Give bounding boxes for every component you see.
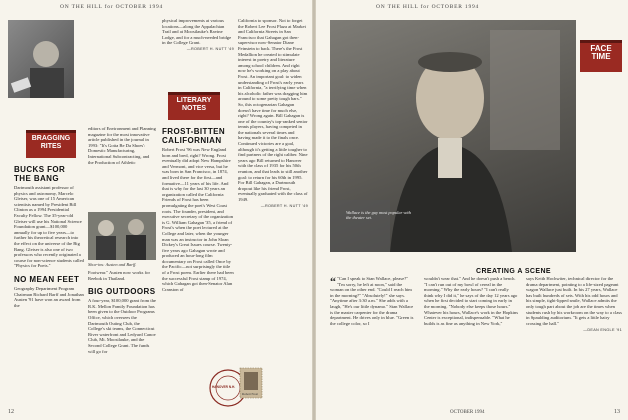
running-header-left: ON THE HILL for OCTOBER 1994 — [60, 4, 164, 10]
column-4 — [238, 18, 308, 348]
kicker-frost-bitten: FROST-BITTEN CALIFORNIAN — [162, 127, 226, 145]
right-column-2 — [424, 276, 518, 404]
column-2-bottom — [88, 270, 156, 410]
column-2-top — [88, 126, 156, 210]
bragging-rites-label-1: BRAGGING — [31, 135, 71, 142]
face-time-label-2: TIME — [591, 51, 611, 61]
wallace-photo-caption: Wallace is the guy most popular with the theater set. — [346, 210, 411, 220]
gleiser-photo — [8, 20, 74, 98]
col3-top-text: physical improvements at various locations—along the Appalachian Trail and at Moosilauke's Ravine Lodge, and for a much-needed bridge in the College Grant. — [162, 18, 232, 46]
column-3-bottom — [162, 124, 234, 374]
gleiser-photo-image — [8, 20, 74, 98]
bragging-rites-label-2: RITES — [40, 142, 62, 150]
right-col1-text — [330, 276, 416, 326]
postmark-text: HANOVER N.H. — [212, 385, 236, 389]
col2-footwear-text: Footwear." Austen now works for Reebok in Thailand. — [88, 270, 150, 281]
kicker-creating-a-scene: CREATING A SCENE — [476, 268, 551, 275]
right-page — [316, 0, 628, 420]
col3-signature: —ROBERT H. NUTT '49 — [186, 47, 234, 52]
right-col1-body: "Can I speak to Stan Wallace, please?" "I'm sorry, he left at noon," said the woman on the other end. "Could I reach him in the morning?" "Absolutely!" she says. "Anytime after 3:30 a.m." She adds with a laugh, "He's our little dynamo." Stan Wallace is the master carpenter for the drama department. He drives only in blue. "Green is the college color, so I — [330, 276, 414, 326]
right-col3-text: says Keith Hochwiter, technical director for the drama department, pointing to a life-sized pageant wagon Wallace just built. In his 27 years, Wallace has built hundreds of sets. With his odd hours and his simple, tight-lipped smile, Wallace admits the only tough part about the job are the times when students rush by his workroom on the way to a class in Spaulding auditorium. "It gets a little hairy crossing the hall." — [526, 276, 622, 326]
kicker-no-mean-feet: NO MEAN FEET — [14, 274, 80, 284]
running-header-right: ON THE HILL for OCTOBER 1994 — [376, 4, 480, 10]
dropcap-quote-icon: “ — [330, 276, 336, 288]
left-page — [0, 0, 312, 420]
right-signature: —DEAN ENGLE '91 — [583, 327, 622, 332]
face-time-label-1: FACE — [590, 44, 612, 53]
right-column-3 — [526, 276, 622, 404]
austen-barff-photo — [88, 212, 156, 260]
kicker-big-outdoors: BIG OUTDOORS — [88, 287, 156, 297]
face-time-box — [580, 40, 622, 72]
literary-notes-label-2: NOTES — [181, 104, 207, 112]
literary-notes-label-1: LITERARY — [176, 97, 212, 104]
right-col2-text: wouldn't wear that." And he doesn't push a bench. "I can't run out of my bowl of cereal in the morning." Why the early hours? "I can't really think why I did it," he says of the day 12 years ago when he first decided to start coming in early in the morning. "Nobody else keeps those hours." Whatever his hours, Wallace's work in the Hopkins Center is exceptional, indispensable. "What he builds is as fine as anything in New York," — [424, 276, 518, 326]
austen-barff-caption: Shoe-ins: Austen and Barff. — [88, 262, 137, 267]
frost-body: Robert Frost '96 was New England born and bred, right? Wrong. Frost eventually did adopt New Hampshire and Vermont, and vice versa, but he was born in San Francisco, in 1874, and lived there for the first—and formative—11 years of his life. And that is why for the last 30 years an organization called the California Friends of Frost has been promulgating the poet's West Coast roots. The founder, president, and executive secretary of the organization is G. William Gahagan '35, a friend of Frost's when the poet lectured at the College and later, when the younger man was an instructor in John Sloan Dickey's Great Issues course. Twenty-five years ago Gahagan wrote and produced an hour-long film documentary on Frost called Once by the Pacific—not surprisingly the title of a Frost poem. Earlier there had been the successful Frost stamp of 1974, which Gahagan got then-Senator Alan Cranston of — [162, 147, 234, 292]
no-mean-feet-body: Geography Department Program Chairman Richard Barff and Jonathan Austen '91 have won an award from the — [14, 285, 84, 308]
col4-signature: —ROBERT H. NUTT '49 — [260, 204, 308, 209]
column-3-top — [162, 18, 234, 90]
austen-barff-photo-image — [88, 212, 156, 260]
kicker-bucks-for-the-bang: BUCKS FOR THE BANG — [14, 165, 66, 183]
wallace-photo — [330, 20, 576, 252]
bragging-rites-box — [26, 130, 76, 158]
literary-notes-box — [168, 92, 220, 120]
bucks-body: Dartmouth assistant professor of physics and astronomy, Marcelo Gleiser, was one of 15 American scientists named by President Bill Clinton as a 1994 Presidential Faculty Fellow. The 35-year-old Gleiser will use his National Science Foundation grant—$100,000 annually for up to five years—to further his theoretical research into the effect on the universe of the Big Bang. Gleiser is also one of two professors who recently originated a course for non-science students called "Physics for Poets." — [14, 185, 84, 269]
frost-stamp — [206, 362, 266, 410]
page-number-left: 12 — [8, 409, 14, 415]
right-column-1 — [330, 276, 416, 404]
stamp-name: Robert Frost — [242, 392, 259, 396]
page-number-right: 13 — [614, 409, 620, 415]
column-1 — [14, 162, 84, 412]
big-outdoors-body: A four-year, $100,000 grant from the R.K. Mellon Family Foundation has been given to the Outdoor Programs Office, which oversees the Dartmouth Outing Club, the College's ski teams, the Connecticut River waterfront and Ledyard Canoe Club, Mt. Moosilauke, and the Second College Grant. The funds will go for — [88, 298, 156, 354]
folio-date: OCTOBER 1994 — [450, 410, 485, 415]
col2-top-text: editors of Environment and Planning magazine for the most innovative article published in the journal in 1993: "It's Gotta Be Da Shoes': Domestic Manufacturing, International Subcontracting, and the Production of Athletic — [88, 126, 156, 165]
col4-text: California to sponsor. Not to forget the Robert Lee Frost Plaza at Market and California Streets in San Francisco that Gahagan got then-supervisor now-Senator Diane Feinstein to back. There's the Frost Medallion he created to stimulate interest in poetry and literature among school children. And right now he's working on a play about Frost. An important goal: to widen understanding of Frost's early years in California, "a terrifying time when his alcoholic father was dragging him around to some pretty tough bars." So, this octogenarian Gahagan doesn't have time for much else, right? Wrong again. Bill Gahagan is one of the country's top-ranked senior tennis players, having competed in the nationals several times and having made it to the finals once. Continued victories are a goal, although it's getting a little tougher to find partners of the right caliber. Nine years ago Bill returned to Hanover with the class of 1935 for his 50th reunion, and that leads to still another goal: to return for his 60th in 1995. For Bill Gahagan, a Dartmouth dropout like his friend Frost, eventually graduated with the class of 1949. — [238, 18, 308, 202]
